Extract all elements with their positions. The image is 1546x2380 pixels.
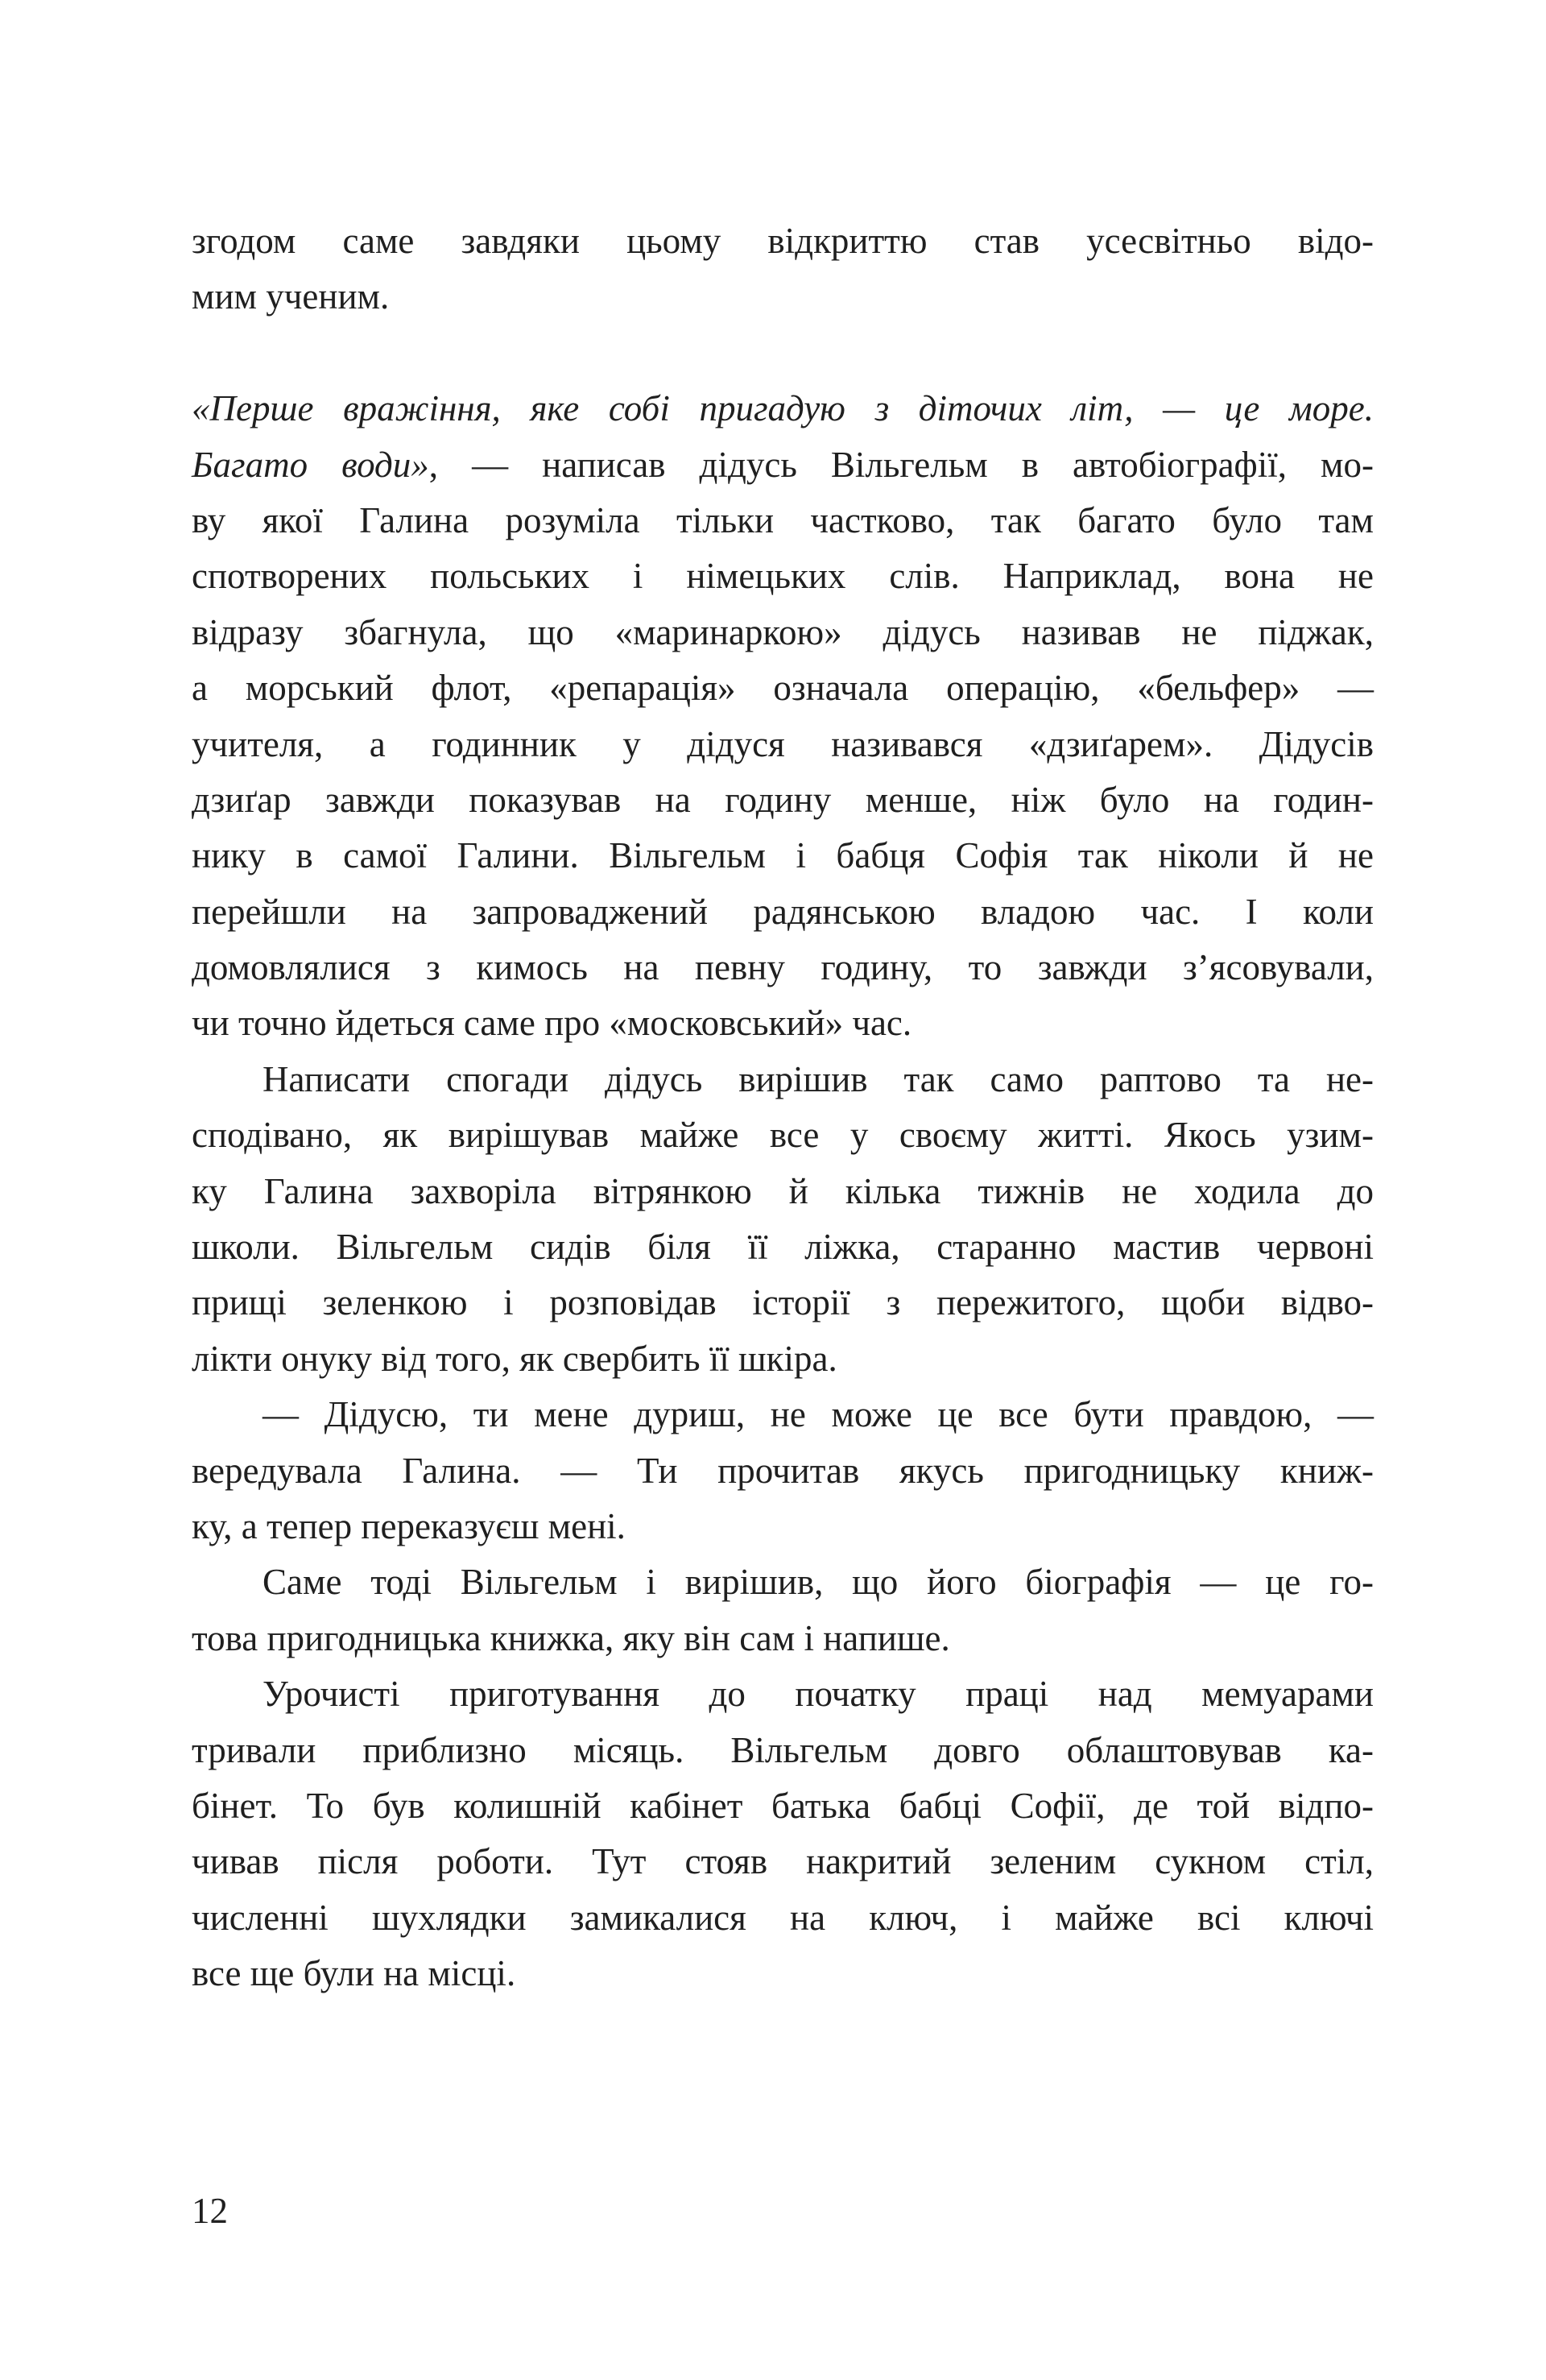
text-line [192, 437, 1374, 493]
line-text: дзиґар завжди показував на годину менше, ніж було на годин- [192, 779, 1374, 820]
line-text: відразу збагнула, що «маринаркою» дідусь називав не піджак, [192, 611, 1374, 652]
text-line [192, 1387, 1374, 1442]
line-text: Саме тоді Вільгельм і вирішив, що його біографія — це го- [262, 1562, 1374, 1603]
text-line [192, 548, 1374, 604]
text-line [192, 1554, 1374, 1610]
text-line [192, 884, 1374, 940]
line-text: а морський флот, «репарація» означала операцію, «бельфер» — [192, 668, 1374, 709]
line-text: лікти онуку від того, як свербить її шкіра. [192, 1338, 837, 1379]
text-line [192, 1946, 1374, 2001]
line-text: Написати спогади дідусь вирішив так само раптово та не- [262, 1058, 1374, 1099]
text-line [192, 269, 1374, 325]
text-line [192, 1723, 1374, 1778]
line-text: Урочисті приготування до початку праці над мемуарами [262, 1674, 1374, 1715]
line-text: прищі зеленкою і розповідав історії з пережитого, щоби відво- [192, 1282, 1374, 1323]
line-text: чивав після роботи. Тут стояв накритий зеленим сукном стіл, [192, 1841, 1374, 1882]
text-line [192, 1834, 1374, 1890]
line-text: ку, а тепер переказуєш мені. [192, 1505, 626, 1546]
line-text: — Дідусю, ти мене дуриш, не може це все бути правдою, — [262, 1394, 1374, 1435]
line-text: тривали приблизно місяць. Вільгельм довго облаштовував ка- [192, 1729, 1374, 1770]
text-line [192, 1611, 1374, 1666]
text-line [192, 1052, 1374, 1107]
line-text: това пригодницька книжка, яку він сам і напише. [192, 1617, 950, 1658]
text-line [192, 605, 1374, 660]
text-line [192, 1164, 1374, 1219]
text-line [192, 1331, 1374, 1387]
line-text: , — написав дідусь Вільгельм в автобіографії, мо- [428, 444, 1374, 485]
line-text: сподівано, як вирішував майже все у своєму житті. Якось узим- [192, 1115, 1374, 1156]
line-text: спотворених польських і німецьких слів. Наприклад, вона не [192, 556, 1374, 597]
text-line [192, 1219, 1374, 1275]
text-line [192, 995, 1374, 1051]
line-text: бінет. То був колишній кабінет батька бабці Софії, де той відпо- [192, 1785, 1374, 1826]
text-line [192, 1499, 1374, 1554]
text-line [192, 1107, 1374, 1163]
text-line [192, 1778, 1374, 1834]
text-line [192, 940, 1374, 995]
line-text: вередувала Галина. — Ти прочитав якусь пригодницьку книж- [192, 1450, 1374, 1491]
line-text: домовлялися з кимось на певну годину, то завжди з’ясовували, [192, 947, 1374, 988]
line-text: ку Галина захворіла вітрянкою й кілька тижнів не ходила до [192, 1170, 1374, 1211]
line-text: ву якої Галина розуміла тільки частково, так багато було там [192, 499, 1374, 540]
text-line [192, 660, 1374, 716]
text-line [192, 1443, 1374, 1499]
text-line [192, 1890, 1374, 1946]
text-line [192, 381, 1374, 437]
text-line [192, 828, 1374, 884]
italic-quote: Багато води» [192, 444, 429, 485]
line-text: «Перше вражіння, яке собі пригадую з діточих літ, — це море. [192, 388, 1374, 429]
line-text: чи точно йдеться саме про «московський» час. [192, 1003, 912, 1044]
line-text: згодом саме завдяки цьому відкриттю став усесвітньо відо- [192, 221, 1374, 261]
text-line [192, 772, 1374, 828]
blank-line [192, 325, 1374, 381]
text-line [192, 493, 1374, 548]
text-line [192, 1275, 1374, 1331]
line-text: численні шухлядки замикалися на ключ, і майже всі ключі [192, 1897, 1374, 1938]
line-text: нику в самої Галини. Вільгельм і бабця Софія так ніколи й не [192, 835, 1374, 876]
line-text: все ще були на місці. [192, 1953, 516, 1994]
line-text: школи. Вільгельм сидів біля її ліжка, старанно мастив червоні [192, 1227, 1374, 1268]
text-line [192, 717, 1374, 772]
text-line [192, 1666, 1374, 1722]
line-text: перейшли на запроваджений радянською владою час. І коли [192, 891, 1374, 932]
text-line [192, 213, 1374, 269]
page-body-text [192, 213, 1374, 2002]
line-text: учителя, а годинник у дідуся називався «дзиґарем». Дідусів [192, 723, 1374, 764]
line-text: мим ученим. [192, 276, 390, 317]
page-number: 12 [192, 2191, 228, 2231]
